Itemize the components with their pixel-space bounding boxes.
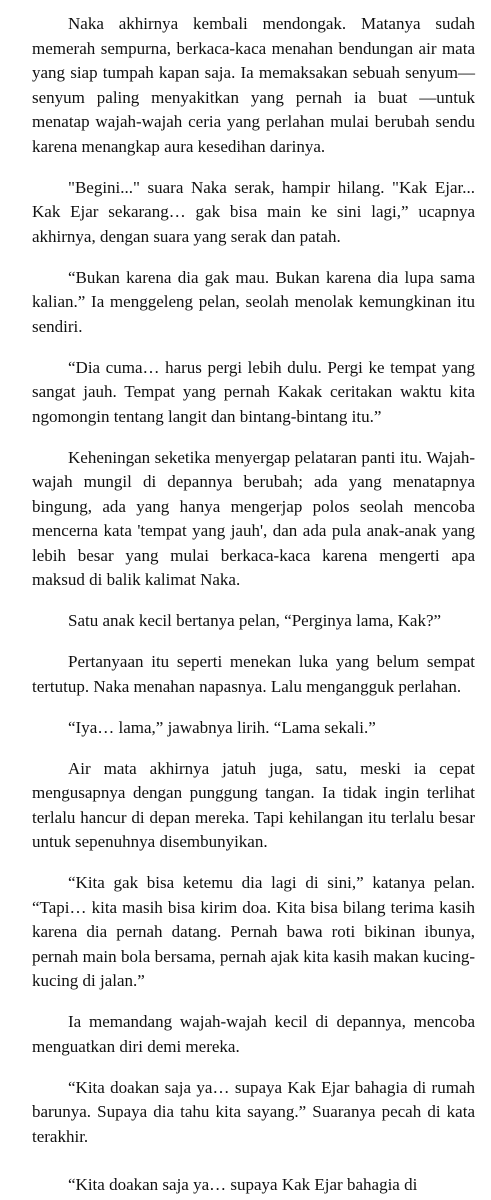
paragraph: “Kita gak bisa ketemu dia lagi di sini,” katanya pelan. “Tapi… kita masih bisa kirim doa. Kita bisa bilang terima kasih karena dia pernah datang. Pernah bawa roti bikinan ibunya, pernah main bola bersama, pernah ajak kita kasih makan kucing-kucing di jalan.” [32, 873, 475, 990]
paragraph: “Kita doakan saja ya… supaya Kak Ejar bahagia di rumah barunya. Supaya dia tahu kita sayang.” Suaranya pecah di kata terakhir. [32, 1077, 475, 1146]
cutoff-strip [0, 1175, 491, 1200]
story-text [32, 0, 475, 1166]
paragraph: Keheningan seketika menyergap pelataran panti itu. Wajah-wajah mungil di depannya berubah; ada yang menatapnya bingung, ada yang hanya mengerjap polos seolah mencoba mencerna kata 'tempat yang jauh', dan ada pula anak-anak yang lebih besar yang mulai berkaca-kaca karena mengerti apa maksud di balik kalimat Naka. [32, 447, 475, 589]
paragraph: Satu anak kecil bertanya pelan, “Perginya lama, Kak?” [68, 611, 442, 630]
paragraph: “Bukan karena dia gak mau. Bukan karena dia lupa sama kalian.” Ia menggeleng pelan, seolah menolak kemungkinan itu sendiri. [32, 267, 475, 336]
paragraph: Air mata akhirnya jatuh juga, satu, meski ia cepat mengusapnya dengan punggung tangan. Ia tidak ingin terlihat terlalu hancur di depan mereka. Tapi kehilangan itu terlalu besar untuk sepenuhnya disembunyikan. [32, 758, 475, 851]
paragraph: “Iya… lama,” jawabnya lirih. “Lama sekali.” [68, 717, 376, 737]
paragraph: "Begini..." suara Naka serak, hampir hilang. "Kak Ejar... Kak Ejar sekarang… gak bisa main ke sini lagi,” ucapnya akhirnya, dengan suara yang serak dan patah. [32, 177, 475, 246]
paragraph: Pertanyaan itu seperti menekan luka yang belum sempat tertutup. Naka menahan napasnya. Lalu mengangguk perlahan. [32, 652, 475, 696]
paragraph: Ia memandang wajah-wajah kecil di depannya, mencoba menguatkan diri demi mereka. [32, 1012, 475, 1056]
cutoff-text-line: “Kita doakan saja ya… supaya Kak Ejar bahagia di [68, 1175, 418, 1194]
paragraph: “Dia cuma… harus pergi lebih dulu. Pergi ke tempat yang sangat jauh. Tempat yang pernah Kakak ceritakan waktu kita ngomongin tentang langit dan bintang-bintang itu.” [32, 357, 475, 426]
paragraph: Naka akhirnya kembali mendongak. Matanya sudah memerah sempurna, berkaca-kaca menahan bendungan air mata yang siap tumpah kapan saja. Ia memaksakan sebuah senyum—senyum paling menyakitkan yang pernah ia buat —untuk menatap wajah-wajah ceria yang perlahan mulai berubah sendu karena menangkap aura kesedihan darinya. [32, 14, 475, 156]
